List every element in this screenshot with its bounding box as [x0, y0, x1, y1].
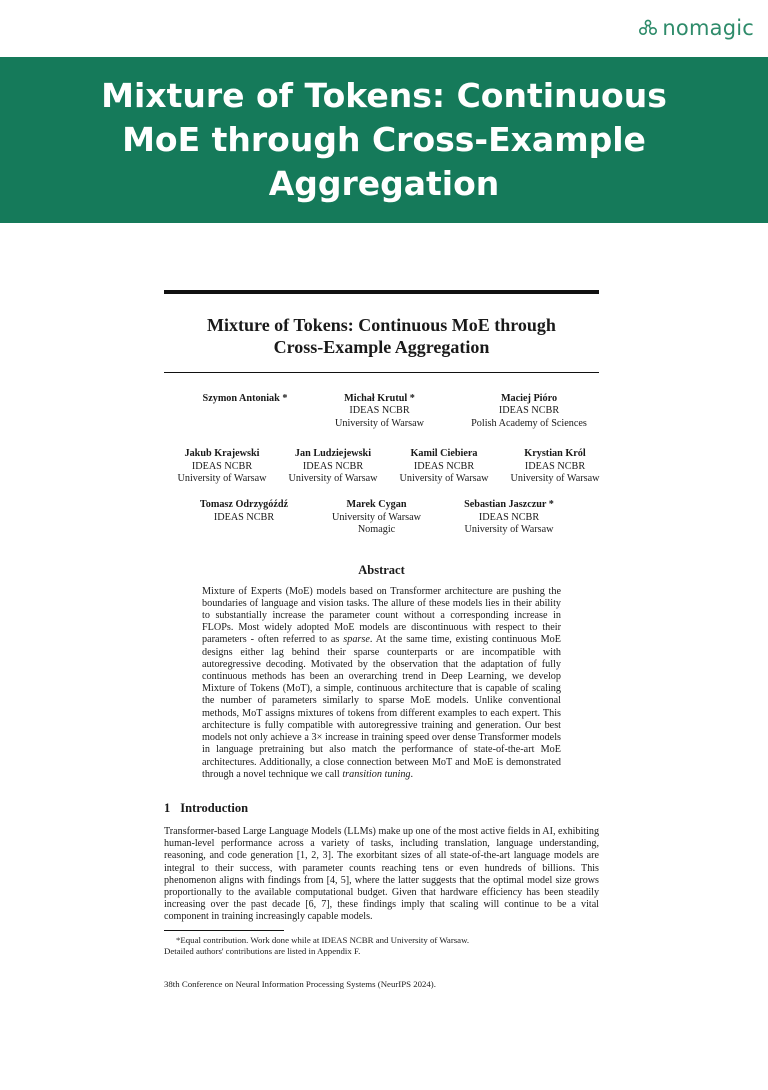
author [184, 499, 304, 536]
author-affiliation: IDEAS NCBR [213, 511, 275, 523]
title-banner [0, 57, 768, 223]
author-affiliation: IDEAS NCBR [349, 405, 410, 417]
author-affiliation: IDEAS NCBR [478, 511, 540, 523]
author [459, 393, 599, 430]
author-affiliation: University of Warsaw [177, 473, 267, 485]
molecule-icon [638, 18, 660, 38]
author-name: Jan Ludziejewski [294, 448, 372, 460]
author [449, 499, 569, 536]
abstract-heading: Abstract [358, 562, 405, 577]
footnote-line: Detailed authors' contributions are listed in Appendix F. [164, 945, 361, 956]
paper-page [164, 290, 599, 989]
abstract-text: Mixture of Experts (MoE) models based on Transformer architecture are pushing the boundaries of language and vision tasks. The allure of these models lies in their ability to substantially increase the parameter count without a corresponding increase in FLOPs. Most widely adopted MoE models are discontinuous with respect to their parameters - often referred to as sparse. At the same time, existing continuous MoE designs either lag behind their sparse counterparts or are incompatible with autoregressive decoding. Motivated by the observation that the adaptation of fully continuous methods has been an overarching trend in Deep Learning, we develop Mixture of Tokens (MoT), a simple, continuous architecture that is capable of scaling the number of parameters similarly to sparse MoE models. Unlike conventional methods, MoT assigns mixtures of tokens from different examples to each expert. This architecture is fully compatible with autoregressive training and generation. Our best models not only achieve a 3× increase in training speed over dense Transformer models in language pretraining but also match the performance of state-of-the-art MoE architectures. Additionally, a close connection between MoT and MoE is demonstrated through a novel technique we call transition tuning. [202, 585, 561, 780]
author [190, 393, 300, 430]
paper-title-line: Mixture of Tokens: Continuous MoE through [207, 315, 556, 335]
authors-row [168, 448, 609, 485]
author-name: Marek Cygan [346, 499, 407, 511]
nomagic-logo [638, 16, 754, 40]
paper-title-line: Cross-Example Aggregation [273, 337, 490, 357]
author-affiliation: University of Warsaw [332, 511, 421, 523]
authors-row [164, 393, 599, 430]
author-affiliation: University of Warsaw [288, 473, 378, 485]
footnote [164, 935, 599, 957]
author [317, 499, 437, 536]
intro-paragraph: Transformer-based Large Language Models (LLMs) make up one of the most active fields in AI, exhibiting human-level performance across a variety of tasks, including translation, language understanding, reasoning, and code generation [1, 2, 3]. The exorbitant sizes of all state-of-the-art language models are integral to their success, with parameter counts reaching tens or even hundreds of billions. This phenomenon aligns with findings from [4, 5], where the latter suggests that the optimal model size grows proportionally to the available computational budget. Given that hardware efficiency has been steadily increasing over the past decade [6, 7], these findings imply that scaling will continue to be a vital component in training increasingly capable models. [164, 825, 599, 923]
author [390, 448, 498, 485]
author-affiliation: IDEAS NCBR [498, 405, 560, 417]
author-affiliation: University of Warsaw [510, 473, 600, 485]
author-affiliation: University of Warsaw [335, 417, 424, 429]
author-affiliation: IDEAS NCBR [524, 460, 586, 472]
banner-title: Mixture of Tokens: Continuous MoE through Cross-Example Aggregation [101, 76, 667, 203]
author-name: Szymon Antoniak * [202, 393, 288, 404]
author [168, 448, 276, 485]
top-rule [164, 290, 599, 294]
footnote-line: *Equal contribution. Work done while at IDEAS NCBR and University of Warsaw. [176, 934, 470, 945]
section-title: Introduction [180, 800, 249, 815]
author-name: Jakub Krajewski [184, 448, 260, 460]
author-name: Maciej Pióro [500, 393, 558, 404]
author [279, 448, 387, 485]
paper-title [164, 314, 599, 358]
author-name: Kamil Ciebiera [410, 448, 478, 460]
author-name: Krystian Król [524, 448, 586, 460]
author-affiliation: Nomagic [357, 524, 396, 536]
title-rule [164, 372, 599, 373]
author [315, 393, 445, 430]
author-affiliation: University of Warsaw [399, 473, 489, 485]
venue-note: 38th Conference on Neural Information Processing Systems (NeurIPS 2024). [164, 978, 436, 989]
author-name: Tomasz Odrzygóźdź [199, 499, 289, 511]
author-affiliation: University of Warsaw [464, 524, 554, 536]
footnote-rule [164, 930, 284, 931]
author-affiliation: IDEAS NCBR [302, 460, 364, 472]
logo-text: nomagic [662, 16, 754, 40]
section-heading [164, 801, 599, 816]
authors-row [164, 499, 599, 536]
section-number: 1 [164, 800, 171, 815]
author-name: Sebastian Jaszczur * [464, 499, 554, 511]
author-name: Michał Krutul * [344, 393, 415, 404]
author-affiliation: IDEAS NCBR [191, 460, 253, 472]
author-affiliation: IDEAS NCBR [413, 460, 475, 472]
author [501, 448, 609, 485]
author-affiliation: Polish Academy of Sciences [471, 417, 587, 429]
